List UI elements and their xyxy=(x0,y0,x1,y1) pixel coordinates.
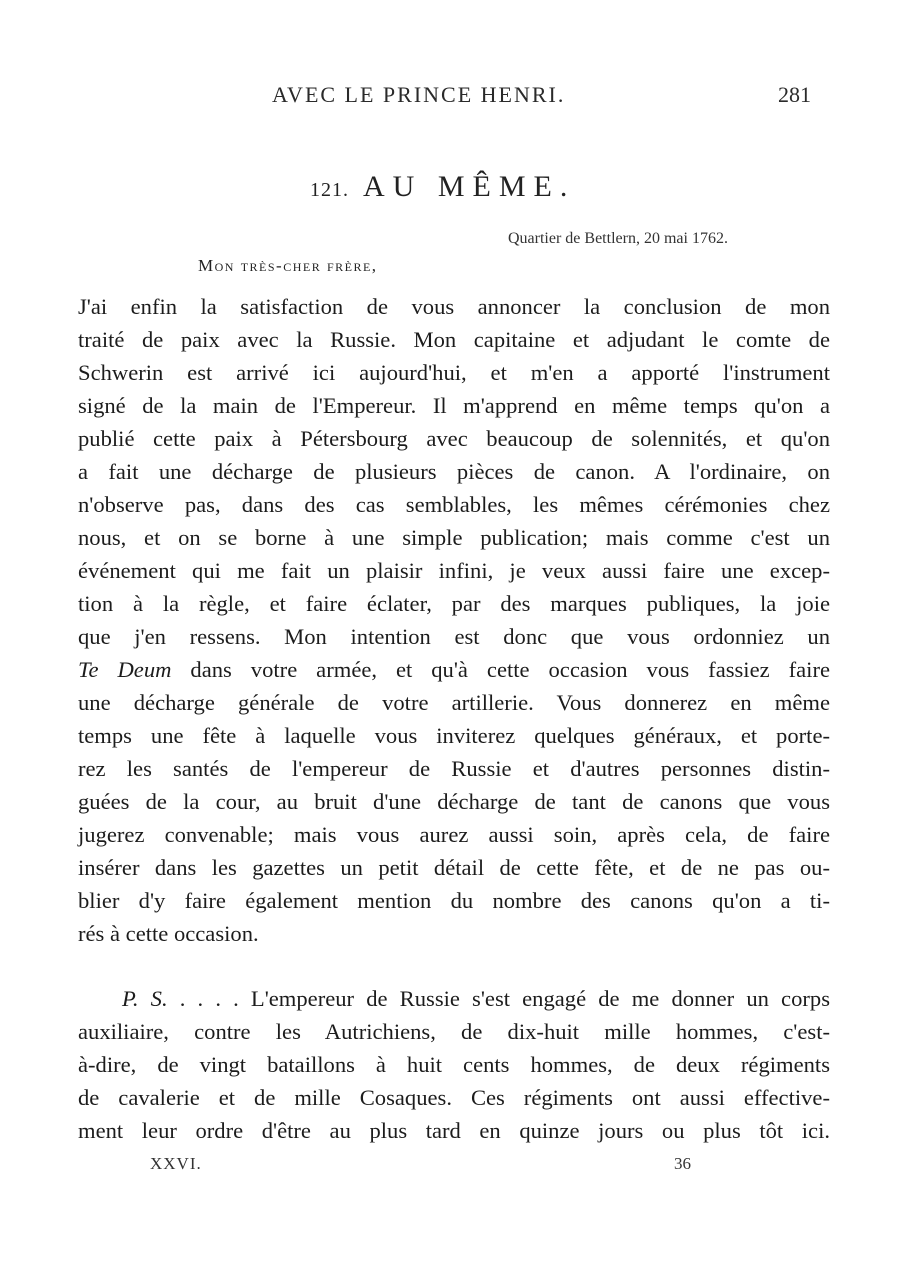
body-line: insérer dans les gazettes un petit détail de cette fête, et de ne pas ou- xyxy=(78,855,830,880)
volume-signature: XXVI. xyxy=(150,1154,202,1173)
body-line-rest: dans votre armée, et qu'à cette occasion vous fassiez faire xyxy=(171,657,830,682)
body-line: jugerez convenable; mais vous aurez aussi soin, après cela, de faire xyxy=(78,822,830,847)
postscript-line xyxy=(78,982,830,1015)
letter-number: 121. xyxy=(310,179,349,201)
postscript-line: de cavalerie et de mille Cosaques. Ces régiments ont aussi effective- xyxy=(78,1085,830,1110)
body-line: rez les santés de l'empereur de Russie et d'autres personnes distin- xyxy=(78,756,830,781)
te-deum-italic: Te Deum xyxy=(78,657,172,682)
postscript-label: P. S. xyxy=(122,986,168,1011)
body-line: n'observe pas, dans des cas semblables, les mêmes cérémonies chez xyxy=(78,492,830,517)
postscript-line: ment leur ordre d'être au plus tard en quinze jours ou plus tôt ici. xyxy=(78,1118,830,1143)
sheet-number: 36 xyxy=(674,1154,691,1173)
body-line: traité de paix avec la Russie. Mon capitaine et adjudant le comte de xyxy=(78,327,830,352)
postscript-lead-rest: . . . . L'empereur de Russie s'est engagé de me donner un corps xyxy=(167,986,830,1011)
body-line xyxy=(78,653,830,686)
page-number: 281 xyxy=(778,82,811,107)
body-line: nous, et on se borne à une simple publication; mais comme c'est un xyxy=(78,525,830,550)
postscript-line: auxiliaire, contre les Autrichiens, de dix-huit mille hommes, c'est- xyxy=(78,1019,830,1044)
body-line: temps une fête à laquelle vous inviterez quelques généraux, et porte- xyxy=(78,723,830,748)
letter-title xyxy=(310,170,575,204)
letter-dateline: Quartier de Bettlern, 20 mai 1762. xyxy=(508,230,728,247)
body-line: J'ai enfin la satisfaction de vous annoncer la conclusion de mon xyxy=(78,294,830,319)
body-line: a fait une décharge de plusieurs pièces de canon. A l'ordinaire, on xyxy=(78,459,830,484)
body-line: Schwerin est arrivé ici aujourd'hui, et m'en a apporté l'instrument xyxy=(78,360,830,385)
body-line: rés à cette occasion. xyxy=(78,921,259,946)
postscript-line: à-dire, de vingt bataillons à huit cents hommes, de deux régiments xyxy=(78,1052,830,1077)
letter-body xyxy=(78,290,830,950)
letter-salutation: Mon très-cher frère, xyxy=(198,256,378,275)
body-line: publié cette paix à Pétersbourg avec beaucoup de solennités, et qu'on xyxy=(78,426,830,451)
body-line: que j'en ressens. Mon intention est donc que vous ordonniez un xyxy=(78,624,830,649)
body-line: tion à la règle, et faire éclater, par des marques publiques, la joie xyxy=(78,591,830,616)
postscript xyxy=(78,982,830,1147)
letter-heading: AU MÊME. xyxy=(363,170,576,203)
body-line: blier d'y faire également mention du nombre des canons qu'on a ti- xyxy=(78,888,830,913)
body-line: guées de la cour, au bruit d'une décharge de tant de canons que vous xyxy=(78,789,830,814)
running-head: AVEC LE PRINCE HENRI. xyxy=(272,82,566,107)
body-line: signé de la main de l'Empereur. Il m'apprend en même temps qu'on a xyxy=(78,393,830,418)
body-line: événement qui me fait un plaisir infini, je veux aussi faire une excep- xyxy=(78,558,830,583)
body-line: une décharge générale de votre artillerie. Vous donnerez en même xyxy=(78,690,830,715)
